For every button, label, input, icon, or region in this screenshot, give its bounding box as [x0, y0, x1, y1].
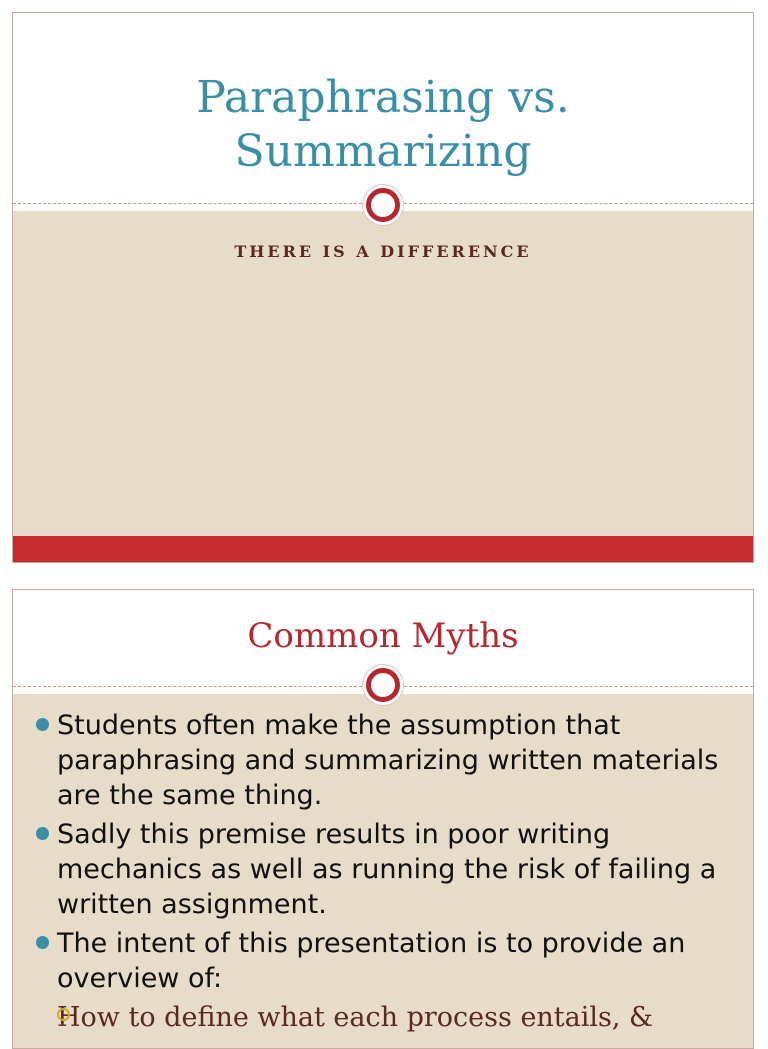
slide-1-title-line-2: Summarizing — [234, 126, 532, 177]
sub-bullet-item — [33, 1000, 733, 1035]
slide-1-title — [13, 71, 753, 179]
bullet-list — [33, 708, 733, 1039]
slide-1 — [12, 12, 754, 563]
bullet-dot-icon — [36, 936, 49, 949]
bullet-item — [33, 708, 733, 813]
bullet-dot-icon — [36, 718, 49, 731]
ring-ornament-icon — [366, 188, 400, 222]
slide-2 — [12, 589, 754, 1049]
sub-bullet-ring-icon — [57, 1008, 70, 1021]
slide-1-title-line-1: Paraphrasing vs. — [196, 72, 570, 123]
ring-ornament-icon — [366, 668, 400, 702]
slide-2-title: Common Myths — [247, 616, 519, 656]
slide-1-subtitle: THERE IS A DIFFERENCE — [234, 242, 532, 261]
slide-1-footer-bar — [13, 536, 753, 562]
bullet-dot-icon — [36, 827, 49, 840]
bullet-text: Students often make the assumption that paraphrasing and summarizing written materials are the same thing. — [57, 710, 719, 811]
bullet-text: The intent of this presentation is to provide an overview of: — [57, 928, 686, 994]
bullet-text: Sadly this premise results in poor writing mechanics as well as running the risk of failing a written assignment. — [57, 819, 717, 920]
bullet-item — [33, 817, 733, 922]
sub-bullet-text: How to define what each process entails, & — [57, 1002, 654, 1033]
bullet-item — [33, 926, 733, 996]
